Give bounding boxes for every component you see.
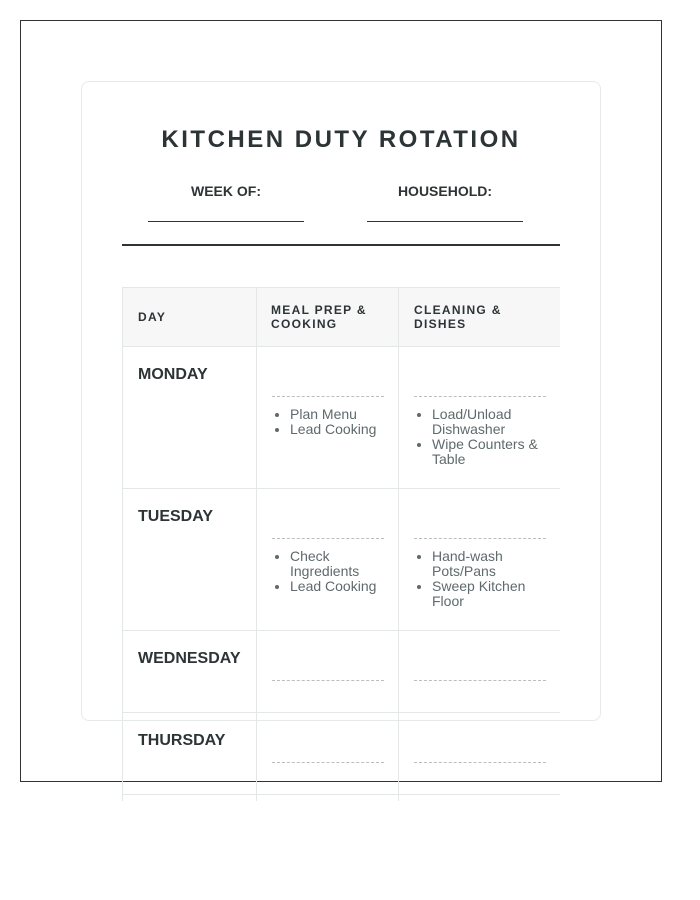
household-label: HOUSEHOLD: [397,183,493,199]
household-blank-line [367,221,523,222]
cleaning-cell [399,631,561,713]
table-header-row [123,288,561,347]
name-blank-line [272,762,384,763]
task-item: • Plan Menu [290,407,386,422]
header-day: DAY [123,288,257,347]
name-blank-line [272,538,384,539]
day-name: TUESDAY [138,508,213,525]
task-item: • Sweep Kitchen Floor [432,579,548,609]
name-blank-line [414,762,546,763]
day-cell [123,713,257,795]
meal-prep-cell [257,631,399,713]
cleaning-cell [399,489,561,631]
duty-table [122,287,560,801]
cleaning-cell [399,347,561,489]
table-row [123,795,561,802]
task-item: • Hand-wash Pots/Pans [432,549,548,579]
name-blank-line [272,680,384,681]
table-row [123,489,561,631]
meal-prep-cell [257,713,399,795]
day-cell [123,795,257,802]
header-divider [122,244,560,246]
name-blank-line [414,396,546,397]
day-cell [123,347,257,489]
task-item: • Load/Unload Dishwasher [432,407,548,437]
day-name: MONDAY [138,366,208,383]
task-list [399,407,560,467]
name-blank-line [414,680,546,681]
day-name: THURSDAY [138,732,226,749]
table-row [123,631,561,713]
name-blank-line [414,538,546,539]
task-item: • Lead Cooking [290,422,386,437]
task-list [399,549,560,609]
task-list [257,549,398,594]
meal-prep-cell [257,347,399,489]
header-cleaning: CLEANING & DISHES [399,288,561,347]
task-item: • Wipe Counters & Table [432,437,548,467]
task-list [257,407,398,437]
day-cell [123,489,257,631]
duty-table-container [122,287,560,801]
page-title: KITCHEN DUTY ROTATION [161,126,521,153]
day-name: WEDNESDAY [138,650,241,667]
name-blank-line [272,396,384,397]
week-of-blank-line [148,221,304,222]
week-of-label: WEEK OF: [191,183,261,199]
meal-prep-cell [257,489,399,631]
task-item: • Lead Cooking [290,579,386,594]
cleaning-cell [399,795,561,802]
table-row [123,347,561,489]
cleaning-cell [399,713,561,795]
week-of-field [146,183,306,222]
task-item: • Check Ingredients [290,549,386,579]
day-cell [123,631,257,713]
header-meal-prep: MEAL PREP & COOKING [257,288,399,347]
table-row [123,713,561,795]
household-field [365,183,525,222]
meal-prep-cell [257,795,399,802]
